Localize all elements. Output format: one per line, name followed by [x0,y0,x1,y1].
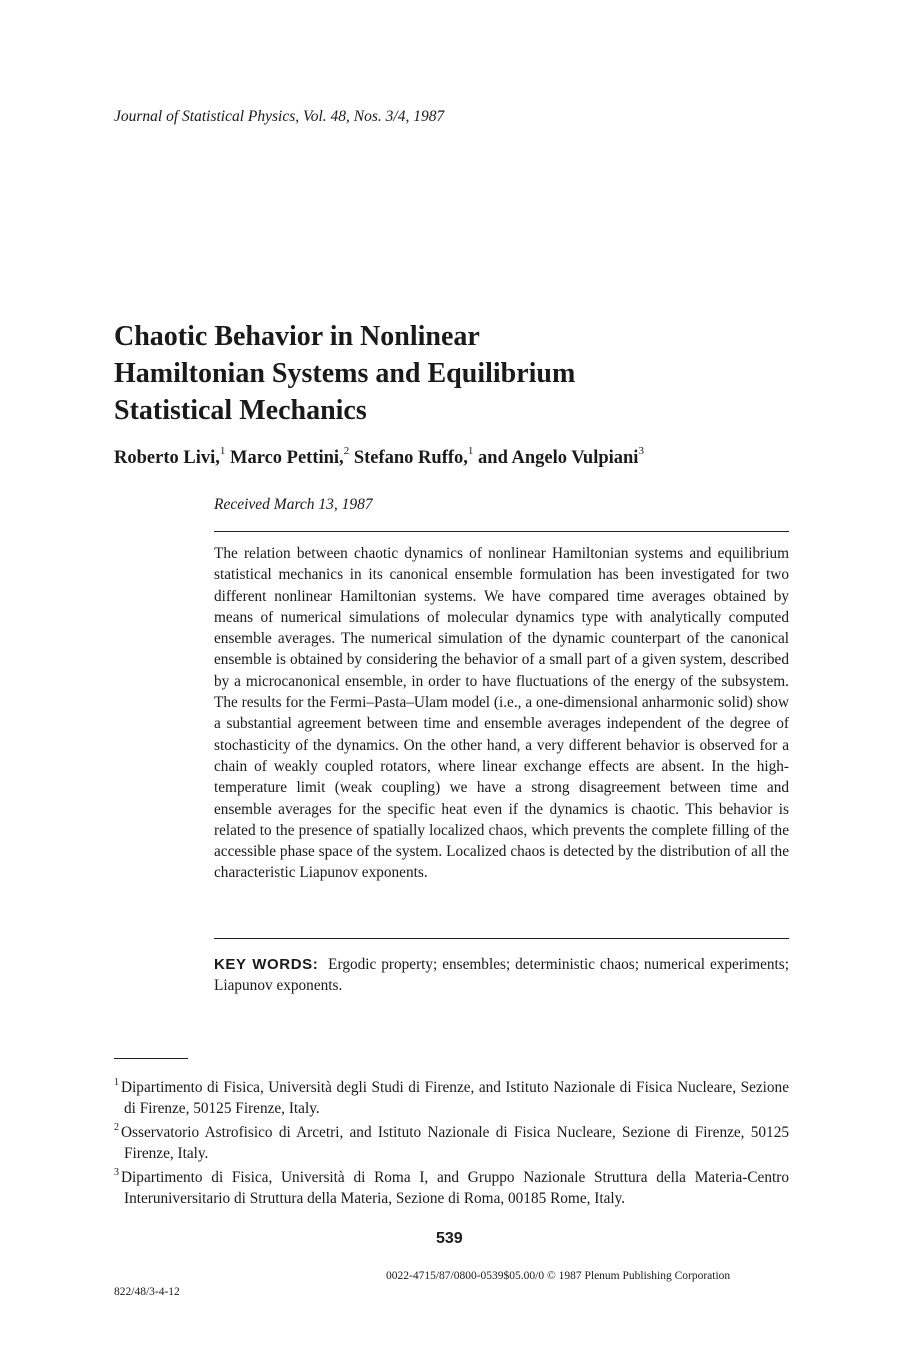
footnote-text: Dipartimento di Fisica, Università degli Studi di Firenze, and Istituto Nazionale di Fisica Nucleare, Sezione di Firenze, 50125 Firenze, Italy. [121,1079,789,1117]
journal-citation: Journal of Statistical Physics, Vol. 48, Nos. 3/4, 1987 [114,108,445,125]
affiliation-marker: 3 [638,445,644,457]
title-line: Chaotic Behavior in Nonlinear [114,321,480,352]
footnote [114,1074,789,1119]
affiliation-marker: 2 [343,445,350,457]
abstract-bottom-rule [214,938,789,939]
abstract-text: The relation between chaotic dynamics of nonlinear Hamiltonian systems and equilibrium statistical mechanics in its canonical ensemble formulation has been investigated for two different nonlinear Hamiltonian systems. We have compared time averages obtained by means of numerical simulations of molecular dynamics type with analytically computed ensemble averages. The numerical simulation of the dynamic counterpart of the canonical ensemble is obtained by considering the behavior of a small part of a given system, described by a microcanonical ensemble, in order to have fluctuations of the energy of the subsystem. The results for the Fermi–Pasta–Ulam model (i.e., a one-dimensional anharmonic solid) show a substantial agreement between time and ensemble averages independent of the degree of stochasticity of the dynamics. On the other hand, a very different behavior is observed for a chain of weakly coupled rotators, where linear exchange effects are absent. In the high-temperature limit (weak coupling) we have a strong disagreement between time and ensemble averages for the specific heat even if the dynamics is chaotic. This behavior is related to the presence of spatially localized chaos, which prevents the complete filling of the accessible phase space of the system. Localized chaos is detected by the distribution of all the characteristic Liapunov exponents. [214,545,789,882]
author-name: Stefano Ruffo, [353,448,468,469]
footnotes [114,1074,789,1209]
author-name: Roberto Livi, [114,448,220,469]
author-name: and Angelo Vulpiani [478,448,639,469]
footnote-marker: 2 [114,1122,119,1134]
footnote-text: Dipartimento di Fisica, Università di Roma I, and Gruppo Nazionale Struttura della Materia-Centro Interuniversitario di Struttura della Materia, Sezione di Roma, 00185 Rome, Italy. [121,1169,789,1207]
keywords-text: Ergodic property; ensembles; deterministic chaos; numerical experiments; Liapunov exponents. [214,956,789,994]
affiliation-marker: 1 [467,445,474,457]
title-line: Statistical Mechanics [114,395,367,426]
footnote-marker: 1 [114,1077,119,1088]
footnote-text: Osservatorio Astrofisico di Arcetri, and Istituto Nazionale di Fisica Nucleare, Sezione di Firenze, 50125 Firenze, Italy. [121,1124,789,1162]
abstract-top-rule [214,531,789,532]
footnote [114,1164,789,1209]
footnote [114,1119,789,1164]
paper-title [114,318,575,429]
page-number: 539 [436,1230,463,1247]
keywords-label: KEY WORDS: [214,956,319,973]
title-line: Hamiltonian Systems and Equilibrium [114,358,576,389]
affiliation-marker: 1 [219,445,226,457]
keywords [214,954,789,996]
footnote-marker: 3 [114,1167,119,1179]
copyright-line: 0022-4715/87/0800-0539$05.00/0 © 1987 Plenum Publishing Corporation [386,1270,731,1282]
received-date: Received March 13, 1987 [214,496,373,513]
document-code: 822/48/3-4-12 [114,1286,180,1298]
footnote-rule [114,1058,188,1059]
author-name: Marco Pettini, [229,448,344,469]
author-list [114,447,644,469]
